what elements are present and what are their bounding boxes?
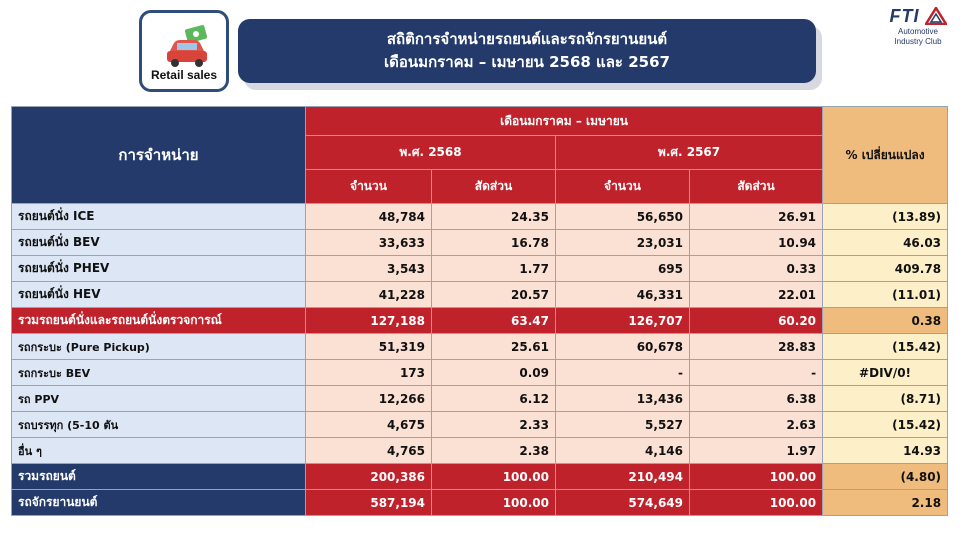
total-row: [12, 490, 948, 516]
header-qty-2568: จำนวน: [306, 170, 432, 204]
header-sales: การจำหน่าย: [12, 107, 306, 204]
share-2567: 0.33: [690, 256, 823, 282]
title-line2: เดือนมกราคม – เมษายน 2568 และ 2567: [384, 53, 670, 71]
table-row: [12, 412, 948, 438]
header-period: เดือนมกราคม – เมษายน: [306, 107, 823, 136]
pct-change: 14.93: [823, 438, 948, 464]
row-label: รถกระบะ BEV: [12, 360, 306, 386]
header-qty-2567: จำนวน: [556, 170, 690, 204]
share-2568: 24.35: [432, 204, 556, 230]
share-2568: 16.78: [432, 230, 556, 256]
table-row: [12, 334, 948, 360]
qty-2567: 60,678: [556, 334, 690, 360]
share-2568: 0.09: [432, 360, 556, 386]
share-2567: 28.83: [690, 334, 823, 360]
pct-change: (15.42): [823, 334, 948, 360]
header-share-2568: สัดส่วน: [432, 170, 556, 204]
pct-change: #DIV/0!: [823, 360, 948, 386]
share-2567: 100.00: [690, 464, 823, 490]
share-2567: 10.94: [690, 230, 823, 256]
qty-2568: 51,319: [306, 334, 432, 360]
qty-2568: 3,543: [306, 256, 432, 282]
qty-2568: 127,188: [306, 308, 432, 334]
row-label: รถบรรทุก (5-10 ตัน: [12, 412, 306, 438]
table-row: [12, 386, 948, 412]
qty-2568: 12,266: [306, 386, 432, 412]
share-2568: 20.57: [432, 282, 556, 308]
row-label: รถยนต์นั่ง HEV: [12, 282, 306, 308]
share-2567: 100.00: [690, 490, 823, 516]
qty-2568: 200,386: [306, 464, 432, 490]
pct-change: (13.89): [823, 204, 948, 230]
badge-label: Retail sales: [150, 68, 218, 82]
car-money-icon: [164, 25, 210, 69]
table-row: [12, 256, 948, 282]
share-2567: 60.20: [690, 308, 823, 334]
title-line1: สถิติการจำหน่ายรถยนต์และรถจักรยานยนต์: [386, 30, 668, 48]
row-label: รถ PPV: [12, 386, 306, 412]
share-2568: 2.38: [432, 438, 556, 464]
header-year-2568: พ.ศ. 2568: [306, 136, 556, 170]
share-2567: 6.38: [690, 386, 823, 412]
sales-table: [11, 106, 948, 516]
row-label: รถยนต์นั่ง PHEV: [12, 256, 306, 282]
table-row: [12, 204, 948, 230]
fti-logo: [880, 6, 956, 62]
share-2567: 26.91: [690, 204, 823, 230]
qty-2568: 587,194: [306, 490, 432, 516]
retail-sales-badge: [139, 10, 229, 92]
qty-2568: 173: [306, 360, 432, 386]
triangle-logo-icon: [925, 7, 947, 25]
qty-2568: 48,784: [306, 204, 432, 230]
pct-change: (11.01): [823, 282, 948, 308]
table-row: [12, 230, 948, 256]
row-label: รถยนต์นั่ง BEV: [12, 230, 306, 256]
row-label: อื่น ๆ: [12, 438, 306, 464]
table-row: [12, 360, 948, 386]
logo-text: FTI: [889, 6, 920, 26]
page-title: [238, 19, 816, 83]
pct-change: 46.03: [823, 230, 948, 256]
qty-2568: 41,228: [306, 282, 432, 308]
qty-2567: 5,527: [556, 412, 690, 438]
qty-2567: 4,146: [556, 438, 690, 464]
share-2567: -: [690, 360, 823, 386]
row-label: รถจักรยานยนต์: [12, 490, 306, 516]
qty-2567: 210,494: [556, 464, 690, 490]
subtotal-row: [12, 308, 948, 334]
row-label: รถยนต์นั่ง ICE: [12, 204, 306, 230]
row-label: รวมรถยนต์นั่งและรถยนต์นั่งตรวจการณ์: [12, 308, 306, 334]
qty-2567: 126,707: [556, 308, 690, 334]
share-2568: 63.47: [432, 308, 556, 334]
total-row: [12, 464, 948, 490]
pct-change: 0.38: [823, 308, 948, 334]
qty-2568: 4,675: [306, 412, 432, 438]
row-label: รถกระบะ (Pure Pickup): [12, 334, 306, 360]
share-2567: 1.97: [690, 438, 823, 464]
qty-2567: 23,031: [556, 230, 690, 256]
qty-2567: 46,331: [556, 282, 690, 308]
share-2568: 100.00: [432, 490, 556, 516]
qty-2567: 56,650: [556, 204, 690, 230]
share-2567: 22.01: [690, 282, 823, 308]
share-2568: 6.12: [432, 386, 556, 412]
share-2568: 2.33: [432, 412, 556, 438]
header-pct-change: % เปลี่ยนแปลง: [823, 107, 948, 204]
pct-change: 409.78: [823, 256, 948, 282]
qty-2568: 33,633: [306, 230, 432, 256]
qty-2567: 13,436: [556, 386, 690, 412]
header-share-2567: สัดส่วน: [690, 170, 823, 204]
logo-subtitle-2: Industry Club: [894, 37, 942, 46]
share-2568: 1.77: [432, 256, 556, 282]
share-2568: 25.61: [432, 334, 556, 360]
logo-subtitle-1: Automotive: [897, 27, 939, 36]
header-year-2567: พ.ศ. 2567: [556, 136, 823, 170]
qty-2567: -: [556, 360, 690, 386]
share-2568: 100.00: [432, 464, 556, 490]
share-2567: 2.63: [690, 412, 823, 438]
row-label: รวมรถยนต์: [12, 464, 306, 490]
table-row: [12, 282, 948, 308]
pct-change: (4.80): [823, 464, 948, 490]
pct-change: 2.18: [823, 490, 948, 516]
qty-2567: 695: [556, 256, 690, 282]
table-row: [12, 438, 948, 464]
qty-2567: 574,649: [556, 490, 690, 516]
qty-2568: 4,765: [306, 438, 432, 464]
pct-change: (8.71): [823, 386, 948, 412]
pct-change: (15.42): [823, 412, 948, 438]
